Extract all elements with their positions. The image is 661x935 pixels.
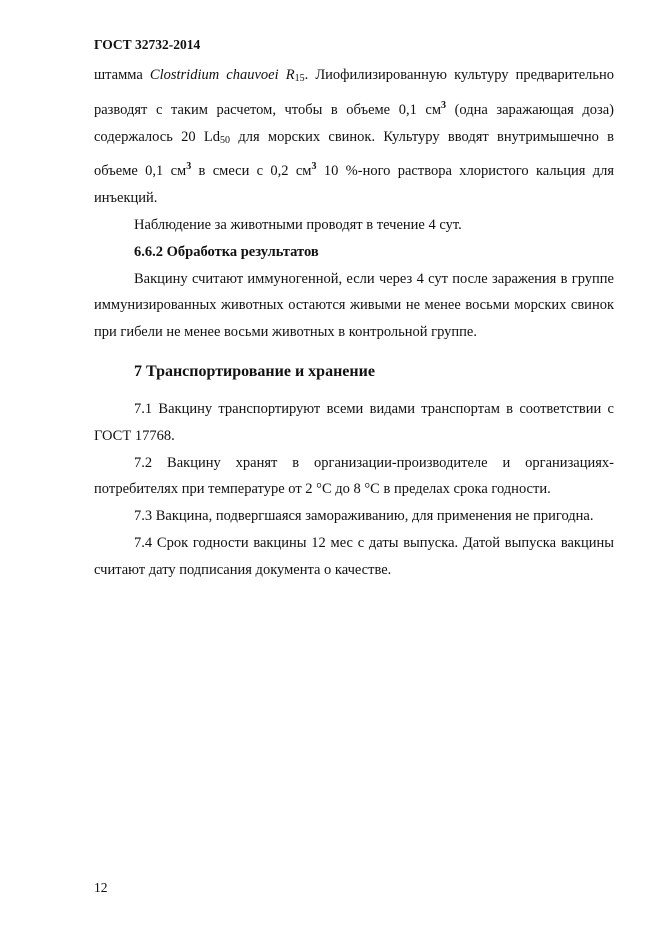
text-run: для морских свинок. Культуру вводят внутримышечно в объеме 0,1 см <box>94 128 614 180</box>
strain-name: Clostridium chauvoei <box>149 67 279 83</box>
superscript: 3 <box>441 99 447 111</box>
paragraph-observation: Наблюдение за животными проводят в течение 4 сут. <box>134 216 462 233</box>
superscript: 3 <box>311 161 317 173</box>
text-run: в смеси с 0,2 см <box>191 163 312 180</box>
page-body <box>94 62 614 584</box>
section-title-7: 7 Транспортирование и хранение <box>134 362 375 380</box>
paragraph-results-evaluation: Вакцину считают иммуногенной, если через 4 сут после заражения в группе иммунизированных животных остаются живыми не менее восьми морских свинок при гибели не менее восьми животных в контрольной группе. <box>94 270 614 341</box>
clause-7-4: 7.4 Срок годности вакцины 12 мес с даты выпуска. Датой выпуска вакцины считают дату подписания документа о качестве. <box>94 534 614 578</box>
text-run: штамма <box>94 67 150 83</box>
subsection-heading-6-6-2: 6.6.2 Обработка результатов <box>134 243 319 260</box>
text-run: . Лиофилизированную культуру предварительно разводят с таким расчетом, чтобы в объеме 0,1 см <box>94 67 614 118</box>
strain-code-subscript: 15 <box>294 73 305 84</box>
superscript: 3 <box>186 161 192 173</box>
text-run <box>279 67 286 83</box>
text-run: (одна заражающая доза) содержалось 20 Ld <box>94 101 614 145</box>
text-run: 10 %-ного раствора хлористого кальция для инъекций. <box>94 163 614 207</box>
clause-7-1: 7.1 Вакцину транспортируют всеми видами транспортам в соответствии с ГОСТ 17768. <box>94 400 614 444</box>
clause-7-3: 7.3 Вакцина, подвергшаяся замораживанию, для применения не пригодна. <box>134 508 594 525</box>
clause-7-2: 7.2 Вакцину хранят в организации-производителе и организациях-потребителях при температуре от 2 °С до 8 °С в пределах срока годности. <box>94 454 614 498</box>
strain-code: R <box>285 67 295 83</box>
paragraph-infection-procedure <box>94 62 614 212</box>
ld-subscript: 50 <box>220 134 231 146</box>
page-number: 12 <box>94 880 108 895</box>
document-code-header: ГОСТ 32732-2014 <box>94 37 201 52</box>
